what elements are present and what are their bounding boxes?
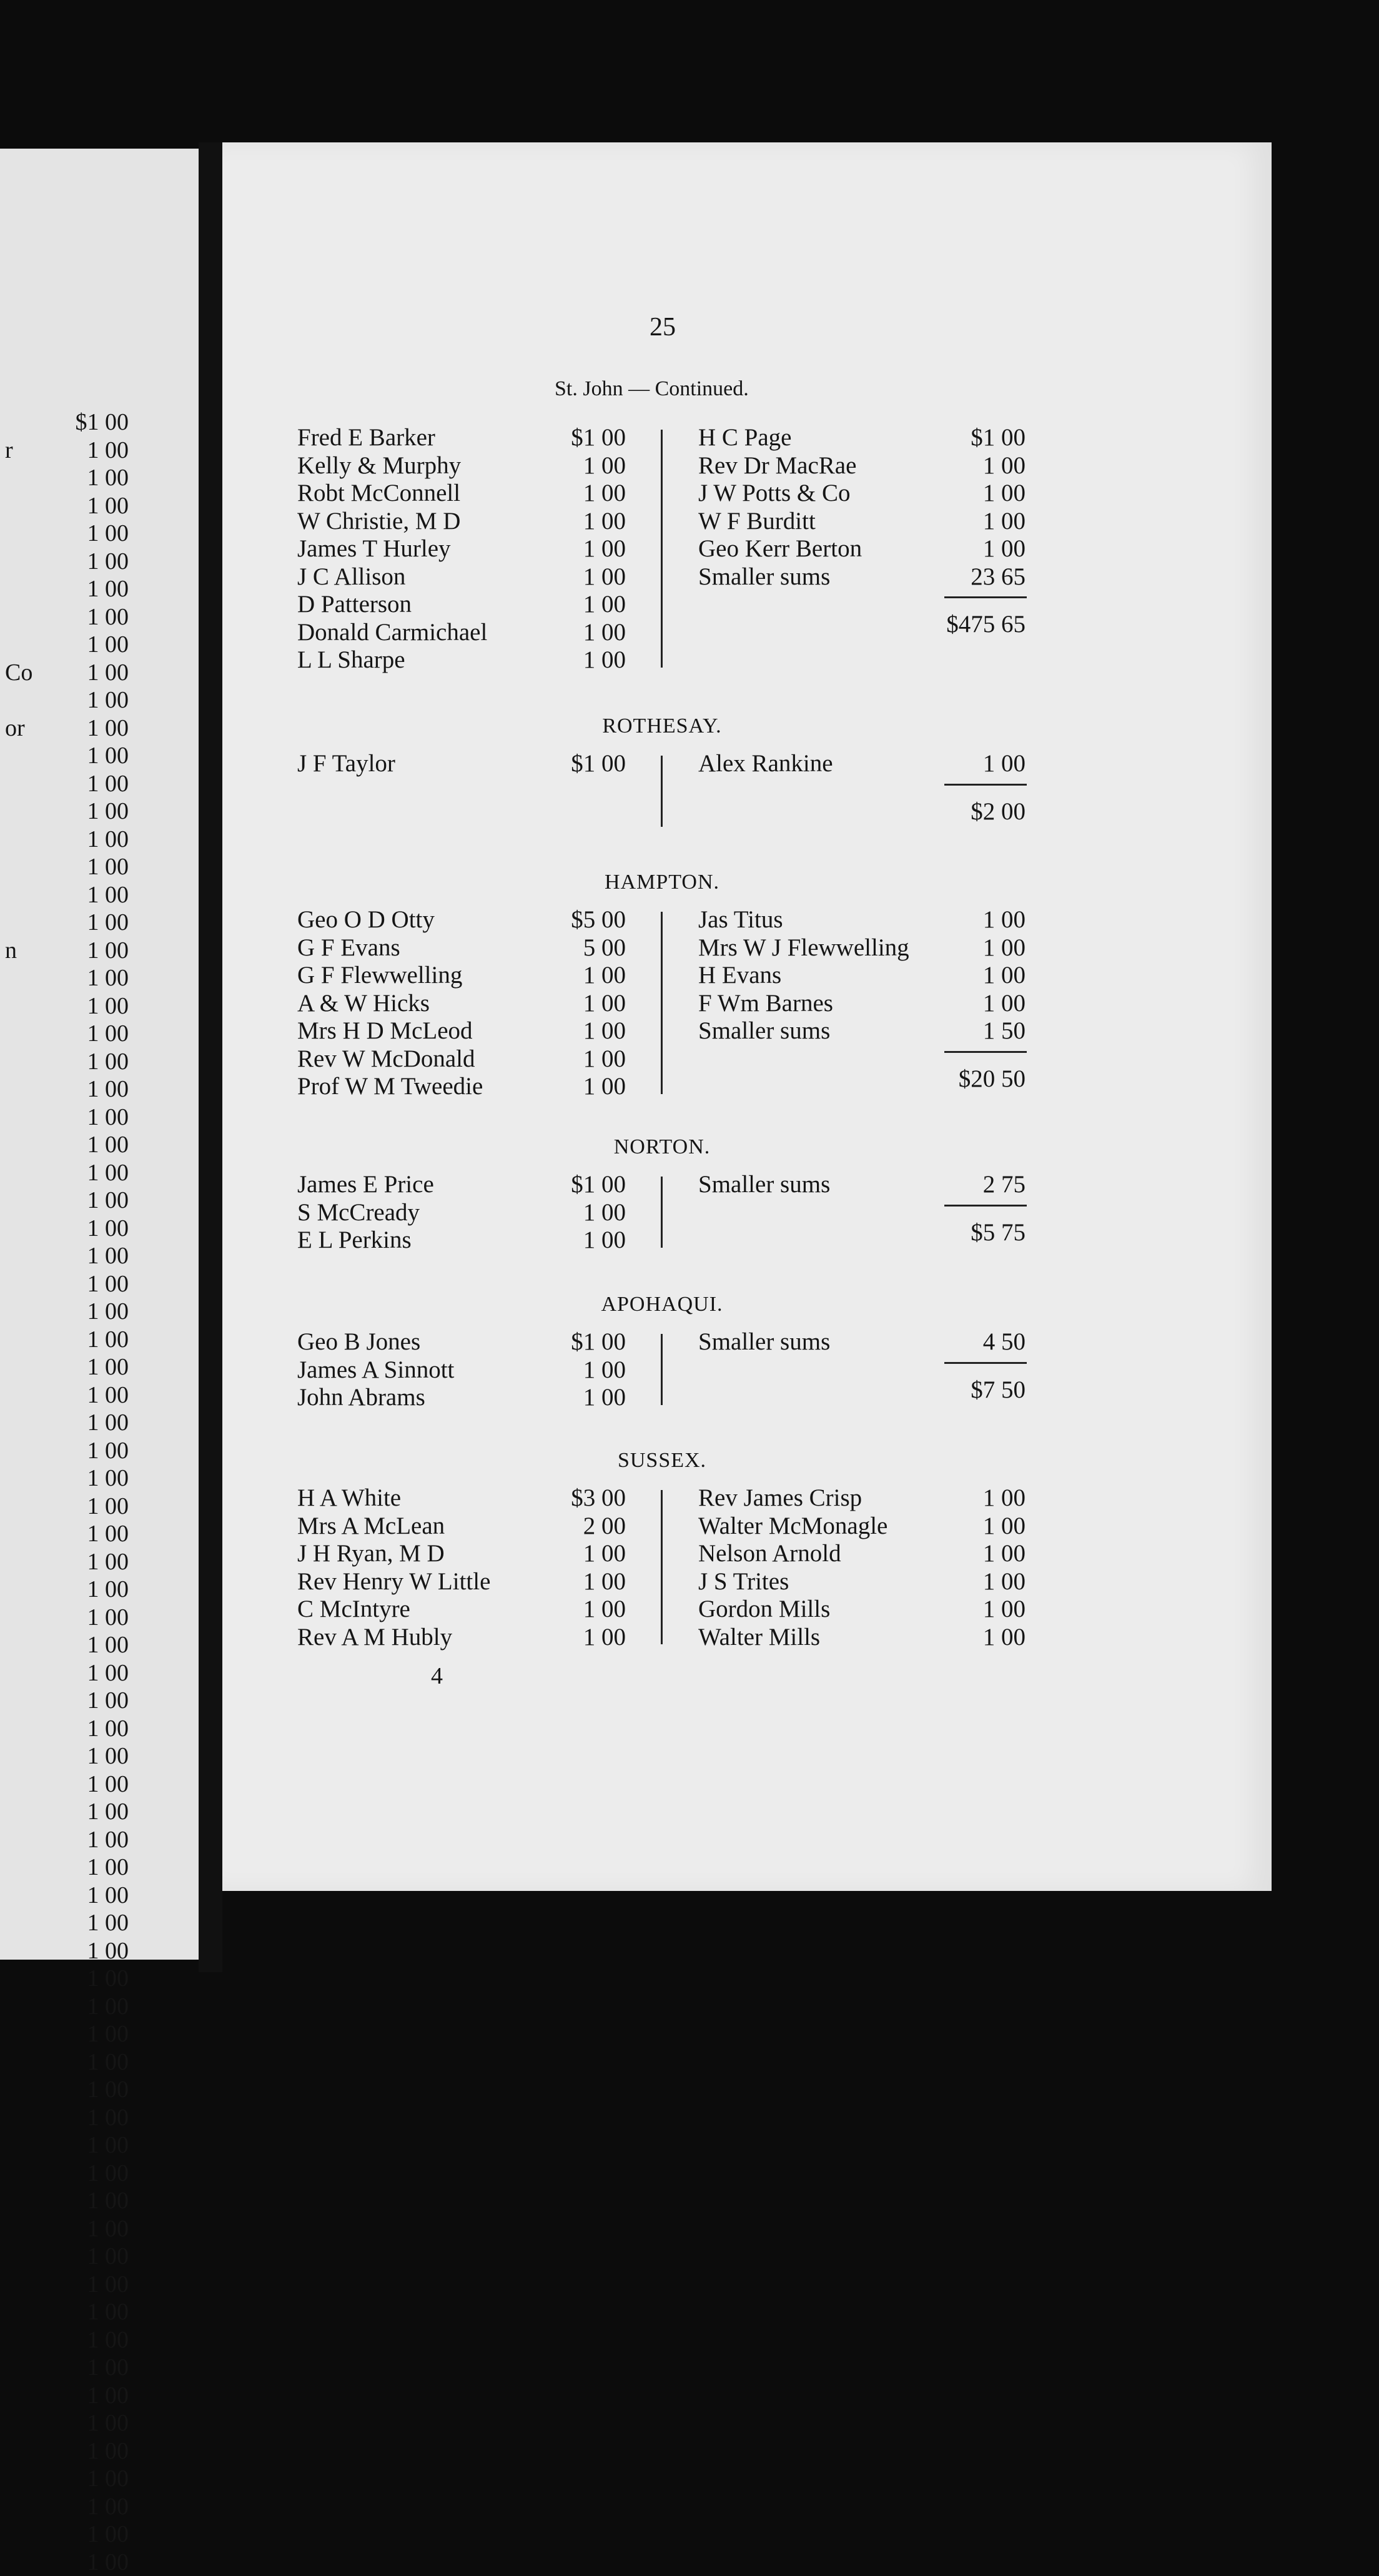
facing-page-amount: 1 00 [87,1521,129,1547]
facing-page-amount: 1 00 [87,2410,129,2436]
facing-page-amount: 1 00 [87,1576,129,1602]
entry-amount: 2 75 [982,1171,1026,1198]
entry-amount: $1 00 [571,750,626,777]
facing-page-amount: 1 00 [87,1910,129,1936]
column-divider [661,430,663,668]
facing-page-amount: 1 00 [87,1020,129,1047]
total-rule [944,1205,1027,1207]
facing-page-amount: 1 00 [87,2382,129,2409]
footer-number: 4 [431,1663,443,1689]
entry-amount: 1 00 [583,1540,626,1567]
entry-name: E L Perkins [297,1226,412,1253]
entry-name: Alex Rankine [698,750,833,777]
facing-page-text: Co [5,659,33,686]
section-title: APOHAQUI. [601,1293,723,1316]
entry-name: Walter Mills [698,1623,821,1651]
facing-page-amount: 1 00 [87,1437,129,1464]
facing-page-amount: 1 00 [87,2521,129,2547]
entry-name: Mrs H D McLeod [297,1017,473,1044]
entry-name: Smaller sums [698,563,831,590]
facing-page-amount: 1 00 [87,714,129,741]
entry-amount: 1 00 [583,507,626,535]
entry-amount: 1 00 [583,962,626,989]
entry-name: James T Hurley [297,535,451,562]
entry-name: Smaller sums [698,1328,831,1355]
facing-page-amount: 1 00 [87,854,129,880]
entry-amount: 1 00 [982,535,1026,562]
entry-amount: 1 00 [982,1512,1026,1539]
entry-amount: 1 00 [982,934,1026,961]
facing-page-amount: 1 00 [87,2243,129,2269]
entry-amount: 1 00 [982,1567,1026,1595]
facing-page-amount: 1 00 [87,1159,129,1186]
entry-name: Rev Dr MacRae [698,452,857,479]
entry-amount: 1 00 [583,1226,626,1253]
entry-name: J W Potts & Co [698,480,851,506]
entry-name: Rev James Crisp [698,1484,862,1511]
entry-name: James A Sinnott [297,1356,455,1383]
facing-page-amount: 1 00 [87,770,129,797]
entry-name: John Abrams [297,1384,425,1411]
facing-page-amount: 1 00 [87,1715,129,1742]
facing-page-amount: 1 00 [87,1937,129,1964]
entry-amount: 1 00 [982,906,1026,933]
facing-page-amount: 1 00 [87,1132,129,1158]
column-divider [661,756,663,827]
facing-page-amount: 1 00 [87,520,129,546]
entry-name: H Evans [698,962,782,989]
facing-page-amount: 1 00 [87,798,129,824]
section-total: $20 50 [958,1065,1026,1092]
column-divider [661,912,663,1094]
facing-page-amount: 1 00 [87,1243,129,1269]
entry-amount: 1 00 [583,480,626,506]
facing-page-amount: 1 00 [87,743,129,769]
entry-amount: 1 00 [583,591,626,618]
entry-amount: $1 00 [571,424,626,451]
total-rule [944,1362,1027,1364]
facing-page-amount: 1 00 [87,881,129,908]
entry-name: Donald Carmichael [297,618,488,646]
entry-amount: 5 00 [583,934,626,961]
entry-amount: 1 00 [982,1540,1026,1567]
facing-page-amount: 1 00 [87,1659,129,1686]
facing-page-amount: 1 00 [87,1048,129,1075]
entry-amount: $1 00 [571,1171,626,1198]
facing-page-amount: 1 00 [87,2549,129,2575]
facing-page-amount: 1 00 [87,2215,129,2242]
entry-amount: 1 00 [982,1484,1026,1511]
entry-amount: 1 00 [982,989,1026,1017]
entry-amount: 1 00 [583,1017,626,1044]
facing-page-amount: 1 00 [87,1103,129,1130]
entry-amount: $1 00 [571,1328,626,1355]
entry-name: G F Evans [297,934,400,961]
entry-name: G F Flewwelling [297,962,463,989]
entry-name: W F Burditt [698,507,816,535]
entry-name: Smaller sums [698,1171,831,1198]
facing-page-amount: 1 00 [87,1854,129,1880]
entry-amount: 1 00 [583,1198,626,1226]
entry-amount: 23 65 [971,563,1026,590]
facing-page-amount: 1 00 [87,2326,129,2353]
section-title: SUSSEX. [617,1449,707,1472]
entry-name: H C Page [698,424,792,451]
facing-page-amount: 1 00 [87,1298,129,1325]
section-total: $2 00 [971,797,1026,825]
facing-page-amount: 1 00 [87,992,129,1019]
entry-amount: 1 00 [583,1384,626,1411]
entry-amount: 1 00 [583,1045,626,1072]
section-total: $5 75 [971,1218,1026,1246]
entry-name: J C Allison [297,563,406,590]
facing-page-amount: 1 00 [87,1076,129,1102]
facing-page-amount: 1 00 [87,1354,129,1380]
entry-amount: 1 00 [583,646,626,673]
facing-page-amount: 1 00 [87,631,129,658]
entry-amount: 1 00 [583,1596,626,1622]
entry-amount: 1 00 [583,989,626,1017]
facing-page-amount: 1 00 [87,659,129,686]
entry-name: Robt McConnell [297,480,461,506]
facing-page-amount: 1 00 [87,1965,129,1991]
entry-amount: 1 00 [982,1596,1026,1622]
facing-page-text: r [5,437,13,463]
entry-amount: 2 00 [583,1512,626,1539]
page-gutter [199,142,222,1972]
entry-name: Gordon Mills [698,1596,831,1622]
facing-page-amount: 1 00 [87,1770,129,1797]
facing-page-amount: 1 00 [87,1993,129,2020]
entry-amount: 1 00 [583,452,626,479]
page-number: 25 [650,313,676,342]
facing-page-amount: 1 00 [87,603,129,630]
total-rule [944,784,1027,786]
entry-name: Geo Kerr Berton [698,535,862,562]
entry-name: Mrs W J Flewwelling [698,934,909,961]
entry-amount: 1 00 [982,480,1026,506]
entry-name: Smaller sums [698,1017,831,1044]
entry-name: H A White [297,1484,402,1511]
entry-name: James E Price [297,1171,434,1198]
entry-amount: 1 50 [982,1017,1026,1044]
entry-name: L L Sharpe [297,646,405,673]
facing-page-amount: 1 00 [87,687,129,713]
facing-page-amount: 1 00 [87,2076,129,2103]
entry-name: Prof W M Tweedie [297,1073,483,1100]
entry-amount: 4 50 [982,1328,1026,1355]
facing-page-amount: 1 00 [87,1493,129,1519]
facing-page-amount: 1 00 [87,1799,129,1825]
running-head: St. John — Continued. [555,377,749,400]
entry-amount: 1 00 [583,1623,626,1651]
entry-name: A & W Hicks [297,989,430,1017]
facing-page-amount: 1 00 [87,1465,129,1491]
facing-page-amount: 1 00 [87,2271,129,2297]
facing-page-amount: 1 00 [87,909,129,935]
entry-name: Geo B Jones [297,1328,421,1355]
entry-amount: $3 00 [571,1484,626,1511]
facing-page-amount: 1 00 [87,548,129,575]
facing-page-amount: 1 00 [87,2048,129,2075]
facing-page-amount: 1 00 [87,2021,129,2047]
entry-amount: 1 00 [583,535,626,562]
entry-amount: 1 00 [583,618,626,646]
entry-name: Mrs A McLean [297,1512,445,1539]
facing-page-amount: 1 00 [87,1215,129,1241]
entry-name: Rev A M Hubly [297,1623,453,1651]
facing-page-amount: 1 00 [87,1270,129,1297]
entry-name: W Christie, M D [297,507,461,535]
entry-name: J F Taylor [297,750,395,777]
entry-name: Rev Henry W Little [297,1567,491,1595]
entry-name: C McIntyre [297,1596,410,1622]
entry-name: D Patterson [297,591,412,618]
entry-amount: 1 00 [982,1623,1026,1651]
entry-name: Jas Titus [698,906,783,933]
facing-page-amount: 1 00 [87,1604,129,1631]
facing-page-amount: 1 00 [87,465,129,491]
entry-name: Nelson Arnold [698,1540,841,1567]
facing-page-amount: 1 00 [87,1687,129,1714]
facing-page-amount: 1 00 [87,2465,129,2492]
entry-amount: $1 00 [971,424,1026,451]
facing-page-amount: 1 00 [87,1326,129,1353]
facing-page-amount: 1 00 [87,965,129,991]
facing-page-amount: 1 00 [87,2104,129,2131]
entry-name: Walter McMonagle [698,1512,888,1539]
facing-page-amount: 1 00 [87,2299,129,2325]
facing-page-amount: 1 00 [87,2132,129,2158]
total-rule [944,596,1027,598]
entry-amount: 1 00 [583,563,626,590]
entry-name: F Wm Barnes [698,989,833,1017]
section-title: NORTON. [613,1135,711,1158]
entry-amount: 1 00 [982,507,1026,535]
facing-page-amount: 1 00 [87,937,129,964]
column-divider [661,1490,663,1644]
facing-page-amount: 1 00 [87,2493,129,2520]
facing-page-amount: 1 00 [87,1632,129,1658]
facing-page-amount: 1 00 [87,2437,129,2464]
section-total: $475 65 [946,611,1026,638]
section-title: HAMPTON. [604,871,720,894]
entry-name: S McCready [297,1198,420,1226]
facing-page-amount: 1 00 [87,1826,129,1853]
entry-amount: 1 00 [982,750,1026,777]
entry-name: J H Ryan, M D [297,1540,445,1567]
entry-amount: 1 00 [583,1356,626,1383]
entry-amount: 1 00 [583,1073,626,1100]
section-total: $7 50 [971,1376,1026,1403]
facing-page-amount: 1 00 [87,492,129,519]
entry-amount: 1 00 [583,1567,626,1595]
facing-page-amount: 1 00 [87,826,129,852]
entry-amount: $5 00 [571,906,626,933]
entry-name: Geo O D Otty [297,906,435,933]
facing-page-amount: 1 00 [87,437,129,463]
facing-page-amount: 1 00 [87,2159,129,2186]
facing-page-amount: 1 00 [87,1381,129,1408]
entry-amount: 1 00 [982,962,1026,989]
facing-page-amount: 1 00 [87,1882,129,1908]
facing-page-amount: 1 00 [87,1187,129,1213]
facing-page-amount: 1 00 [87,2354,129,2381]
entry-name: Fred E Barker [297,424,435,451]
entry-amount: 1 00 [982,452,1026,479]
facing-page-amount: 1 00 [87,2188,129,2214]
facing-page-text: n [5,937,17,964]
entry-name: J S Trites [698,1567,789,1595]
facing-page-amount: 1 00 [87,1409,129,1436]
column-divider [661,1334,663,1405]
facing-page-text: or [5,714,25,741]
column-divider [661,1177,663,1248]
entry-name: Kelly & Murphy [297,452,462,479]
facing-page-amount: 1 00 [87,1743,129,1769]
facing-page-amount: 1 00 [87,1548,129,1575]
entry-name: Rev W McDonald [297,1045,475,1072]
facing-page-amount: $1 00 [75,409,129,435]
facing-page-amount: 1 00 [87,576,129,602]
section-title: ROTHESAY. [602,714,722,738]
total-rule [944,1051,1027,1053]
